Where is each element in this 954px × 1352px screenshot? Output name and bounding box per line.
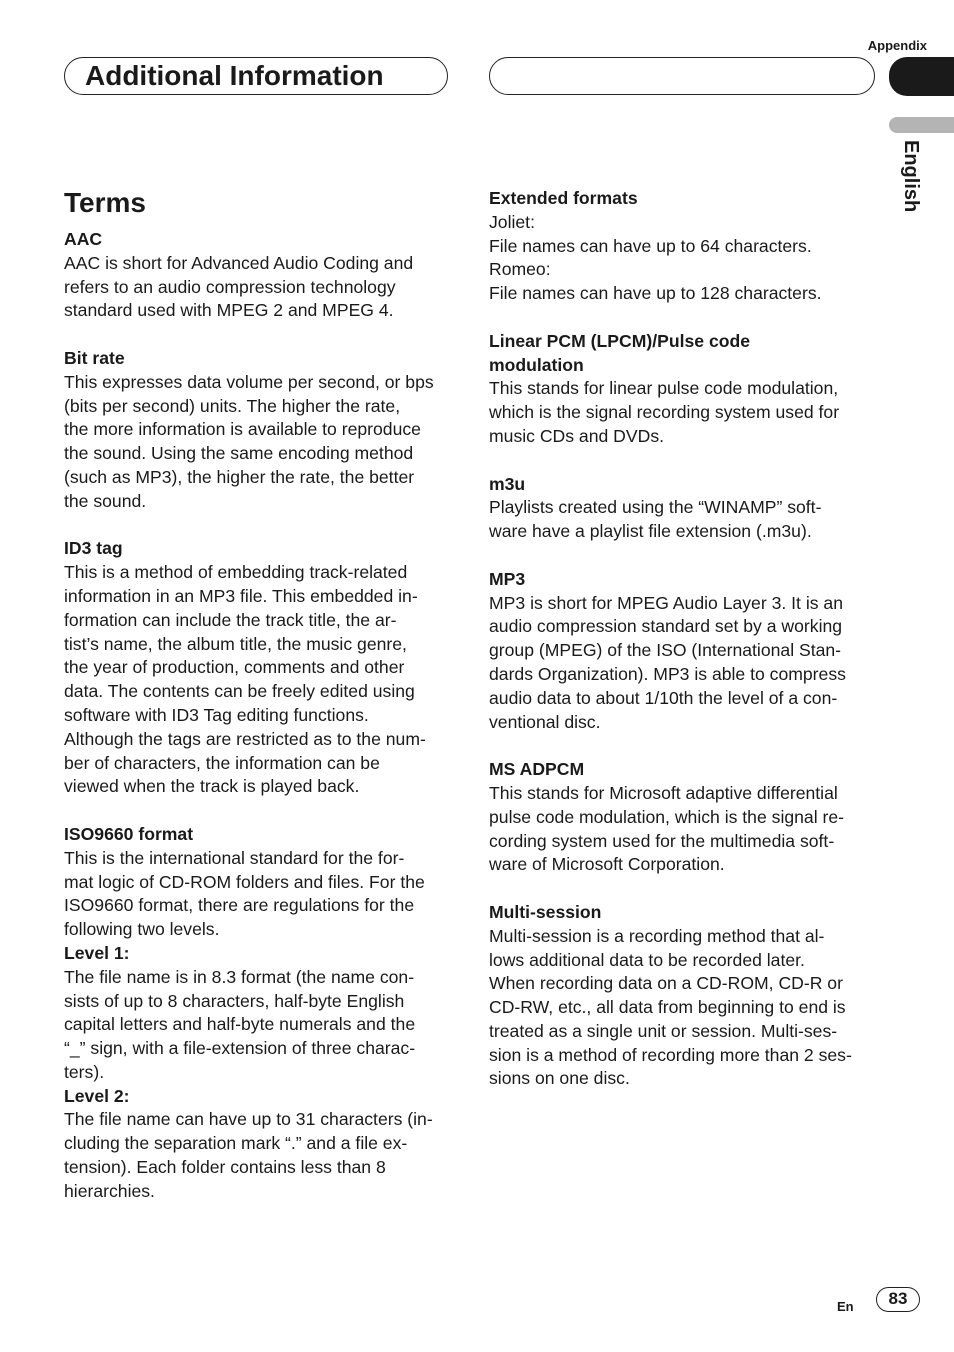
term-line: standard used with MPEG 2 and MPEG 4. [64,300,394,321]
term-line: ISO9660 format, there are regulations for the [64,895,415,916]
term-line: cluding the separation mark “.” and a file ex- [64,1133,408,1154]
term-line: dards Organization). MP3 is able to compress [489,663,846,684]
term-line: data. The contents can be freely edited using [64,681,415,702]
term-line: ters). [64,1061,105,1082]
term-heading: modulation [489,354,584,375]
term-line: Romeo: [489,259,551,280]
section-title: Additional Information [85,60,384,91]
term-line: group (MPEG) of the ISO (International Stan- [489,640,842,661]
term-line: MP3 is short for MPEG Audio Layer 3. It is an [489,592,843,613]
term-line: pulse code modulation, which is the signal re- [489,806,845,827]
term-heading: MP3 [489,568,526,589]
term-line: File names can have up to 128 characters. [489,283,822,304]
page-number: 83 [876,1287,920,1312]
term-line: hierarchies. [64,1180,155,1201]
term-line: sions on one disc. [489,1068,630,1089]
term-multi-session [489,901,881,1091]
term-line: mat logic of CD-ROM folders and files. For the [64,871,425,892]
level-1-heading: Level 1: [64,942,130,963]
term-heading: Multi-session [489,901,602,922]
term-line: tist’s name, the album title, the music genre, [64,633,407,654]
term-mp3 [489,568,881,735]
term-ms-adpcm [489,758,881,877]
term-line: music CDs and DVDs. [489,425,665,446]
term-line: The file name is in 8.3 format (the name con- [64,966,415,987]
term-line: viewed when the track is played back. [64,776,360,797]
term-line: Playlists created using the “WINAMP” soft- [489,497,822,518]
term-heading: ID3 tag [64,538,123,559]
term-iso9660 [64,823,456,1204]
term-heading: MS ADPCM [489,759,585,780]
chapter-tab-marker [889,57,954,96]
term-line: CD-RW, etc., all data from beginning to end is [489,997,846,1018]
language-tab-marker [889,117,954,133]
term-line: sion is a method of recording more than 2 ses- [489,1044,852,1065]
term-line: ware of Microsoft Corporation. [489,854,725,875]
term-line: ber of characters, the information can be [64,752,380,773]
term-line: sists of up to 8 characters, half-byte English [64,990,405,1011]
term-line: the year of production, comments and other [64,657,405,678]
right-column [489,187,881,1115]
term-id3-tag [64,537,456,799]
term-heading: Bit rate [64,347,125,368]
level-2-heading: Level 2: [64,1085,130,1106]
term-line: (such as MP3), the higher the rate, the better [64,466,415,487]
term-heading: ISO9660 format [64,823,194,844]
left-column [64,228,456,1227]
term-line: This expresses data volume per second, or bps [64,371,434,392]
term-line: The file name can have up to 31 characters (in- [64,1109,433,1130]
term-line: tension). Each folder contains less than 8 [64,1157,386,1178]
appendix-label: Appendix [867,38,927,53]
term-line: Although the tags are restricted as to the num- [64,728,426,749]
term-heading: AAC [64,229,103,249]
language-label: English [900,140,922,213]
term-line: treated as a single unit or session. Multi-ses- [489,1020,838,1041]
term-heading: m3u [489,473,526,494]
term-line: File names can have up to 64 characters. [489,235,812,256]
term-line: software with ID3 Tag editing functions. [64,704,369,725]
term-line: the sound. [64,490,147,511]
term-line: following two levels. [64,919,220,940]
term-lpcm [489,330,881,449]
term-line: audio compression standard set by a working [489,616,843,637]
term-line: the sound. Using the same encoding method [64,443,414,464]
term-line: When recording data on a CD-ROM, CD-R or [489,973,843,994]
term-line: This is a method of embedding track-related [64,562,408,583]
term-heading: Linear PCM (LPCM)/Pulse code [489,330,751,351]
term-line: Joliet: [489,211,535,232]
term-line: which is the signal recording system used for [489,402,840,423]
term-aac [64,228,456,323]
term-line: formation can include the track title, the ar- [64,609,397,630]
term-line: ventional disc. [489,711,601,732]
term-line: Multi-session is a recording method that al- [489,925,825,946]
term-line: AAC is short for Advanced Audio Coding and [64,252,414,273]
term-line: refers to an audio compression technology [64,276,396,297]
footer-language-code: En [837,1299,854,1314]
section-title-box [64,57,448,95]
term-bit-rate [64,347,456,514]
term-line: audio data to about 1/10th the level of a con- [489,687,838,708]
term-line: the more information is available to reproduce [64,419,421,440]
term-heading: Extended formats [489,188,638,208]
term-line: “_” sign, with a file-extension of three charac- [64,1038,416,1059]
term-m3u [489,473,881,544]
term-line: lows additional data to be recorded later. [489,949,805,970]
page-heading: Terms [64,187,146,218]
term-line: ware have a playlist file extension (.m3u). [489,521,812,542]
term-line: This is the international standard for the for- [64,847,405,868]
empty-title-box [489,57,875,95]
term-line: capital letters and half-byte numerals and the [64,1014,416,1035]
term-extended-formats [489,187,881,306]
term-line: information in an MP3 file. This embedded in- [64,585,418,606]
term-line: This stands for Microsoft adaptive differential [489,782,838,803]
term-line: This stands for linear pulse code modulation, [489,378,839,399]
term-line: (bits per second) units. The higher the rate, [64,395,401,416]
term-line: cording system used for the multimedia soft- [489,830,835,851]
